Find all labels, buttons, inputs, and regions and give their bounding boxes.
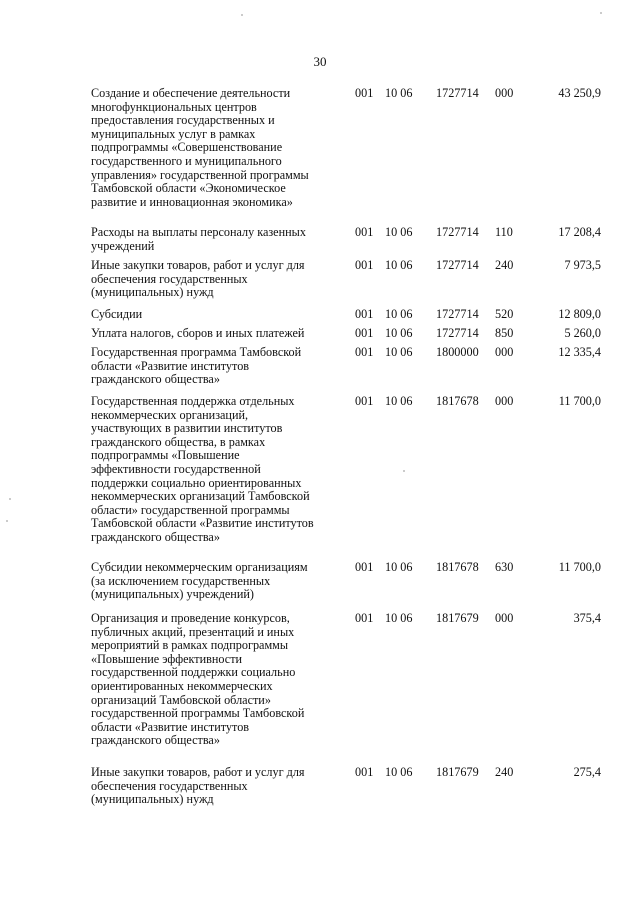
expense-type-code: 000 <box>495 394 514 408</box>
ved-code: 001 <box>355 86 374 100</box>
section-code: 10 06 <box>385 611 413 625</box>
expense-type-code: 520 <box>495 307 514 321</box>
row-name: Создание и обеспечение деятельности многофункциональных центров предоставления государственных и муниципальных услуг в рамках подпрограммы «Совершенствование государственного и муниципального управления» государственной программы Тамбовской области «Экономическое развитие и инновационная экономика» <box>91 86 309 209</box>
row-name: Расходы на выплаты персоналу казенных учреждений <box>91 225 306 253</box>
expense-type-code: 630 <box>495 560 514 574</box>
expense-type-code: 000 <box>495 611 514 625</box>
target-article-code: 1817679 <box>436 765 479 779</box>
scan-speck <box>6 520 8 522</box>
ved-code: 001 <box>355 611 374 625</box>
row-name: Организация и проведение конкурсов, публичных акций, презентаций и иных мероприятий в рамках подпрограммы «Повышение эффективности государственной поддержки социально ориентированных некоммерческих организаций Тамбовской области» государственной программы Тамбовской области «Развитие институтов гражданского общества» <box>91 611 305 748</box>
expense-type-code: 850 <box>495 326 514 340</box>
amount: 12 809,0 <box>558 307 601 321</box>
expense-type-code: 000 <box>495 345 514 359</box>
row-name: Субсидии некоммерческим организациям (за исключением государственных (муниципальных) учреждений) <box>91 560 308 602</box>
target-article-code: 1800000 <box>436 345 479 359</box>
target-article-code: 1727714 <box>436 326 479 340</box>
row-name: Государственная программа Тамбовской области «Развитие институтов гражданского общества» <box>91 345 302 387</box>
amount: 17 208,4 <box>558 225 601 239</box>
row-name: Иные закупки товаров, работ и услуг для обеспечения государственных (муниципальных) нужд <box>91 258 305 300</box>
section-code: 10 06 <box>385 560 413 574</box>
ved-code: 001 <box>355 345 374 359</box>
section-code: 10 06 <box>385 86 413 100</box>
amount: 275,4 <box>573 765 601 779</box>
section-code: 10 06 <box>385 326 413 340</box>
row-name: Субсидии <box>91 307 143 321</box>
expense-type-code: 110 <box>495 225 513 239</box>
section-code: 10 06 <box>385 258 413 272</box>
expense-type-code: 240 <box>495 765 514 779</box>
scan-speck <box>9 498 11 500</box>
section-code: 10 06 <box>385 765 413 779</box>
target-article-code: 1727714 <box>436 258 479 272</box>
section-code: 10 06 <box>385 225 413 239</box>
amount: 12 335,4 <box>558 345 601 359</box>
amount: 7 973,5 <box>564 258 601 272</box>
ved-code: 001 <box>355 326 374 340</box>
target-article-code: 1817678 <box>436 560 479 574</box>
ved-code: 001 <box>355 394 374 408</box>
ved-code: 001 <box>355 765 374 779</box>
expense-type-code: 240 <box>495 258 514 272</box>
scan-speck <box>600 12 602 14</box>
section-code: 10 06 <box>385 345 413 359</box>
scan-speck <box>241 14 243 16</box>
target-article-code: 1727714 <box>436 86 479 100</box>
section-code: 10 06 <box>385 394 413 408</box>
amount: 375,4 <box>573 611 601 625</box>
amount: 11 700,0 <box>558 560 601 574</box>
target-article-code: 1817679 <box>436 611 479 625</box>
ved-code: 001 <box>355 560 374 574</box>
target-article-code: 1727714 <box>436 225 479 239</box>
expense-type-code: 000 <box>495 86 514 100</box>
section-code: 10 06 <box>385 307 413 321</box>
ved-code: 001 <box>355 258 374 272</box>
amount: 11 700,0 <box>558 394 601 408</box>
ved-code: 001 <box>355 225 374 239</box>
row-name: Иные закупки товаров, работ и услуг для обеспечения государственных (муниципальных) нужд <box>91 765 305 807</box>
scan-speck <box>403 470 405 472</box>
target-article-code: 1727714 <box>436 307 479 321</box>
row-name: Государственная поддержка отдельных некоммерческих организаций, участвующих в развитии институтов гражданского общества, в рамках подпрограммы «Повышение эффективности государственной поддержки социально ориентированных некоммерческих организаций Тамбовской области» государственной программы Тамбовской области «Развитие институтов гражданского общества» <box>91 394 314 544</box>
amount: 5 260,0 <box>564 326 601 340</box>
ved-code: 001 <box>355 307 374 321</box>
target-article-code: 1817678 <box>436 394 479 408</box>
row-name: Уплата налогов, сборов и иных платежей <box>91 326 305 340</box>
amount: 43 250,9 <box>558 86 601 100</box>
page-number: 30 <box>313 54 327 69</box>
